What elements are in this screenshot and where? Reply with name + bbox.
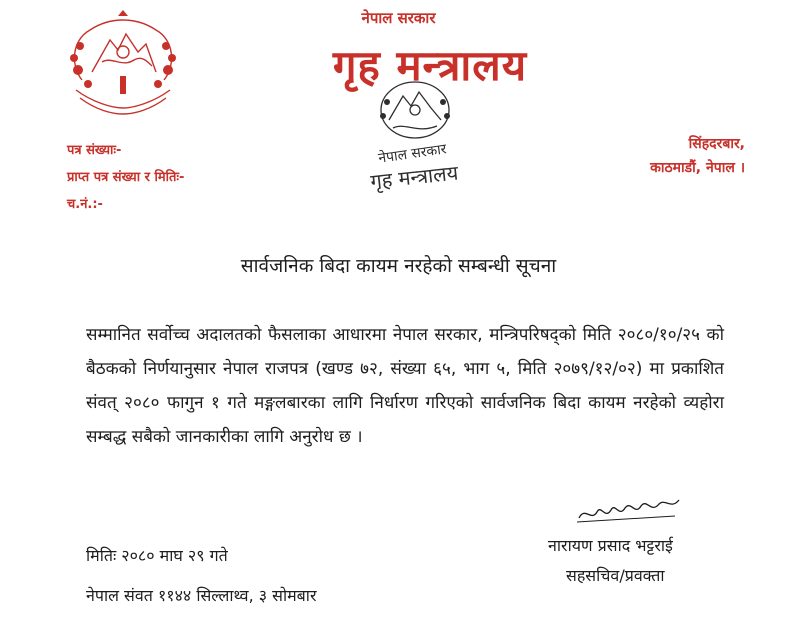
signatory-title: सहसचिव/प्रवक्ता <box>566 566 665 585</box>
received-letter-label: प्राप्त पत्र संख्या र मितिः- <box>67 170 185 185</box>
signatory-name: नारायण प्रसाद भट्टराई <box>548 536 673 555</box>
government-name: नेपाल सरकार <box>361 9 436 27</box>
ministry-seal-stamp <box>355 80 475 195</box>
address-line-2: काठमाडौं, नेपाल । <box>650 160 745 176</box>
notice-title: सार्वजनिक बिदा कायम नरहेको सम्बन्धी सूचना <box>240 255 557 277</box>
seal-line-1: नेपाल सरकार <box>377 141 448 167</box>
dispatch-number-label: च.नं.:- <box>67 197 103 212</box>
ministry-title: गृह मन्त्रालय <box>332 41 528 90</box>
handwritten-signature <box>575 492 685 528</box>
nepal-samvat-date: नेपाल संवत ११४४ सिल्लाथ्व, ३ सोमबार <box>86 586 317 605</box>
letter-number-label: पत्र संख्याः- <box>67 143 122 158</box>
notice-body: सम्मानित सर्वोच्च अदालतको फैसलाका आधारमा नेपाल सरकार, मन्त्रिपरिषद्को मिति २०८०/१०/२५ को बैठकको निर्णयानुसार नेपाल राजपत्र (खण्ड ७२, संख्या ६५, भाग ५, मिति २०७९/१२/०२) मा प्रकाशित संवत् २०८० फागुन १ गते मङ्गलबारका लागि निर्धारण गरिएको सार्वजनिक बिदा कायम नरहेको व्यहोरा सम्बद्ध सबैको जानकारीका लागि अनुरोध छ । <box>86 325 724 447</box>
seal-line-2: गृह मन्त्रालय <box>369 160 460 194</box>
address-line-1: सिंहदरबार, <box>688 136 745 152</box>
issue-date: मितिः २०८० माघ २९ गते <box>86 546 228 565</box>
